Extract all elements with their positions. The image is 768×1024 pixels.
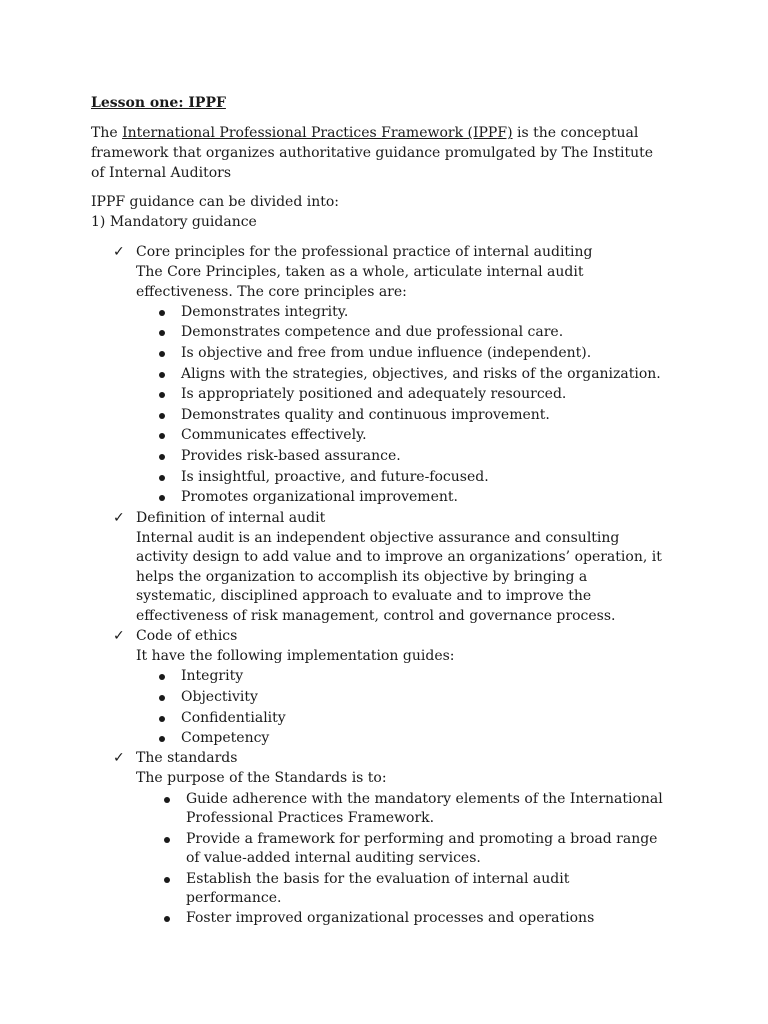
core-principle-item: Communicates effectively. [181, 427, 367, 443]
divided-text: IPPF guidance can be divided into: [91, 194, 339, 210]
ethics-heading: Code of ethics [136, 628, 238, 644]
bullet-icon [159, 716, 165, 722]
mandatory-guidance-label: 1) Mandatory guidance [91, 214, 257, 230]
core-principle-item: Promotes organizational improvement. [181, 489, 458, 505]
core-desc-line: effectiveness. The core principles are: [136, 284, 407, 300]
bullet-icon [164, 797, 170, 803]
bullet-icon [159, 310, 165, 316]
standards-heading: The standards [136, 750, 238, 766]
standards-item-cont: Professional Practices Framework. [186, 810, 435, 826]
definition-line: Internal audit is an independent objective assurance and consulting [136, 530, 620, 546]
bullet-icon [159, 433, 165, 439]
definition-line: helps the organization to accomplish its objective by bringing a [136, 569, 588, 585]
intro-line-3: of Internal Auditors [91, 165, 231, 181]
definition-line: effectiveness of risk management, control and governance process. [136, 608, 616, 624]
bullet-icon [159, 413, 165, 419]
intro-suffix: is the conceptual [512, 125, 639, 141]
core-principle-item: Provides risk-based assurance. [181, 448, 401, 464]
core-principle-item: Is objective and free from undue influence (independent). [181, 345, 592, 361]
bullet-icon [159, 351, 165, 357]
core-principle-item: Demonstrates integrity. [181, 304, 349, 320]
bullet-icon [164, 877, 170, 883]
bullet-icon [159, 475, 165, 481]
core-principles-heading: Core principles for the professional practice of internal auditing [136, 244, 593, 260]
definition-line: activity design to add value and to improve an organizations’ operation, it [136, 549, 662, 565]
check-mark-icon: ✓ [113, 244, 125, 260]
bullet-icon [159, 392, 165, 398]
bullet-icon [159, 495, 165, 501]
ethics-item: Confidentiality [181, 710, 286, 726]
standards-item: Provide a framework for performing and promoting a broad range [186, 831, 658, 847]
bullet-icon [159, 736, 165, 742]
standards-item: Foster improved organizational processes and operations [186, 910, 595, 926]
core-principle-item: Demonstrates quality and continuous improvement. [181, 407, 550, 423]
check-mark-icon: ✓ [113, 750, 125, 766]
check-mark-icon: ✓ [113, 628, 125, 644]
standards-item-cont: of value-added internal auditing services. [186, 850, 481, 866]
core-desc-line: The Core Principles, taken as a whole, articulate internal audit [136, 264, 584, 280]
core-principle-item: Is insightful, proactive, and future-focused. [181, 469, 489, 485]
ethics-item: Objectivity [181, 689, 258, 705]
bullet-icon [159, 372, 165, 378]
bullet-icon [164, 916, 170, 922]
core-principle-item: Aligns with the strategies, objectives, and risks of the organization. [181, 366, 661, 382]
ethics-item: Competency [181, 730, 270, 746]
standards-item: Establish the basis for the evaluation of internal audit [186, 871, 570, 887]
definition-heading: Definition of internal audit [136, 510, 326, 526]
bullet-icon [159, 695, 165, 701]
bullet-icon [164, 837, 170, 843]
ethics-item: Integrity [181, 668, 244, 684]
bullet-icon [159, 674, 165, 680]
core-principle-item: Demonstrates competence and due professional care. [181, 324, 564, 340]
intro-line-2: framework that organizes authoritative guidance promulgated by The Institute [91, 145, 654, 161]
intro-prefix: The [91, 125, 123, 141]
ethics-desc: It have the following implementation guides: [136, 648, 455, 664]
bullet-icon [159, 454, 165, 460]
standards-item: Guide adherence with the mandatory elements of the International [186, 791, 663, 807]
bullet-icon [159, 330, 165, 336]
definition-line: systematic, disciplined approach to evaluate and to improve the [136, 588, 592, 604]
lesson-title: Lesson one: IPPF [91, 95, 226, 111]
check-mark-icon: ✓ [113, 510, 125, 526]
core-principle-item: Is appropriately positioned and adequately resourced. [181, 386, 567, 402]
intro-line-1 [91, 123, 638, 143]
standards-desc: The purpose of the Standards is to: [136, 770, 387, 786]
ippf-link-text: International Professional Practices Framework (IPPF) [122, 125, 513, 141]
standards-item-cont: performance. [186, 890, 282, 906]
